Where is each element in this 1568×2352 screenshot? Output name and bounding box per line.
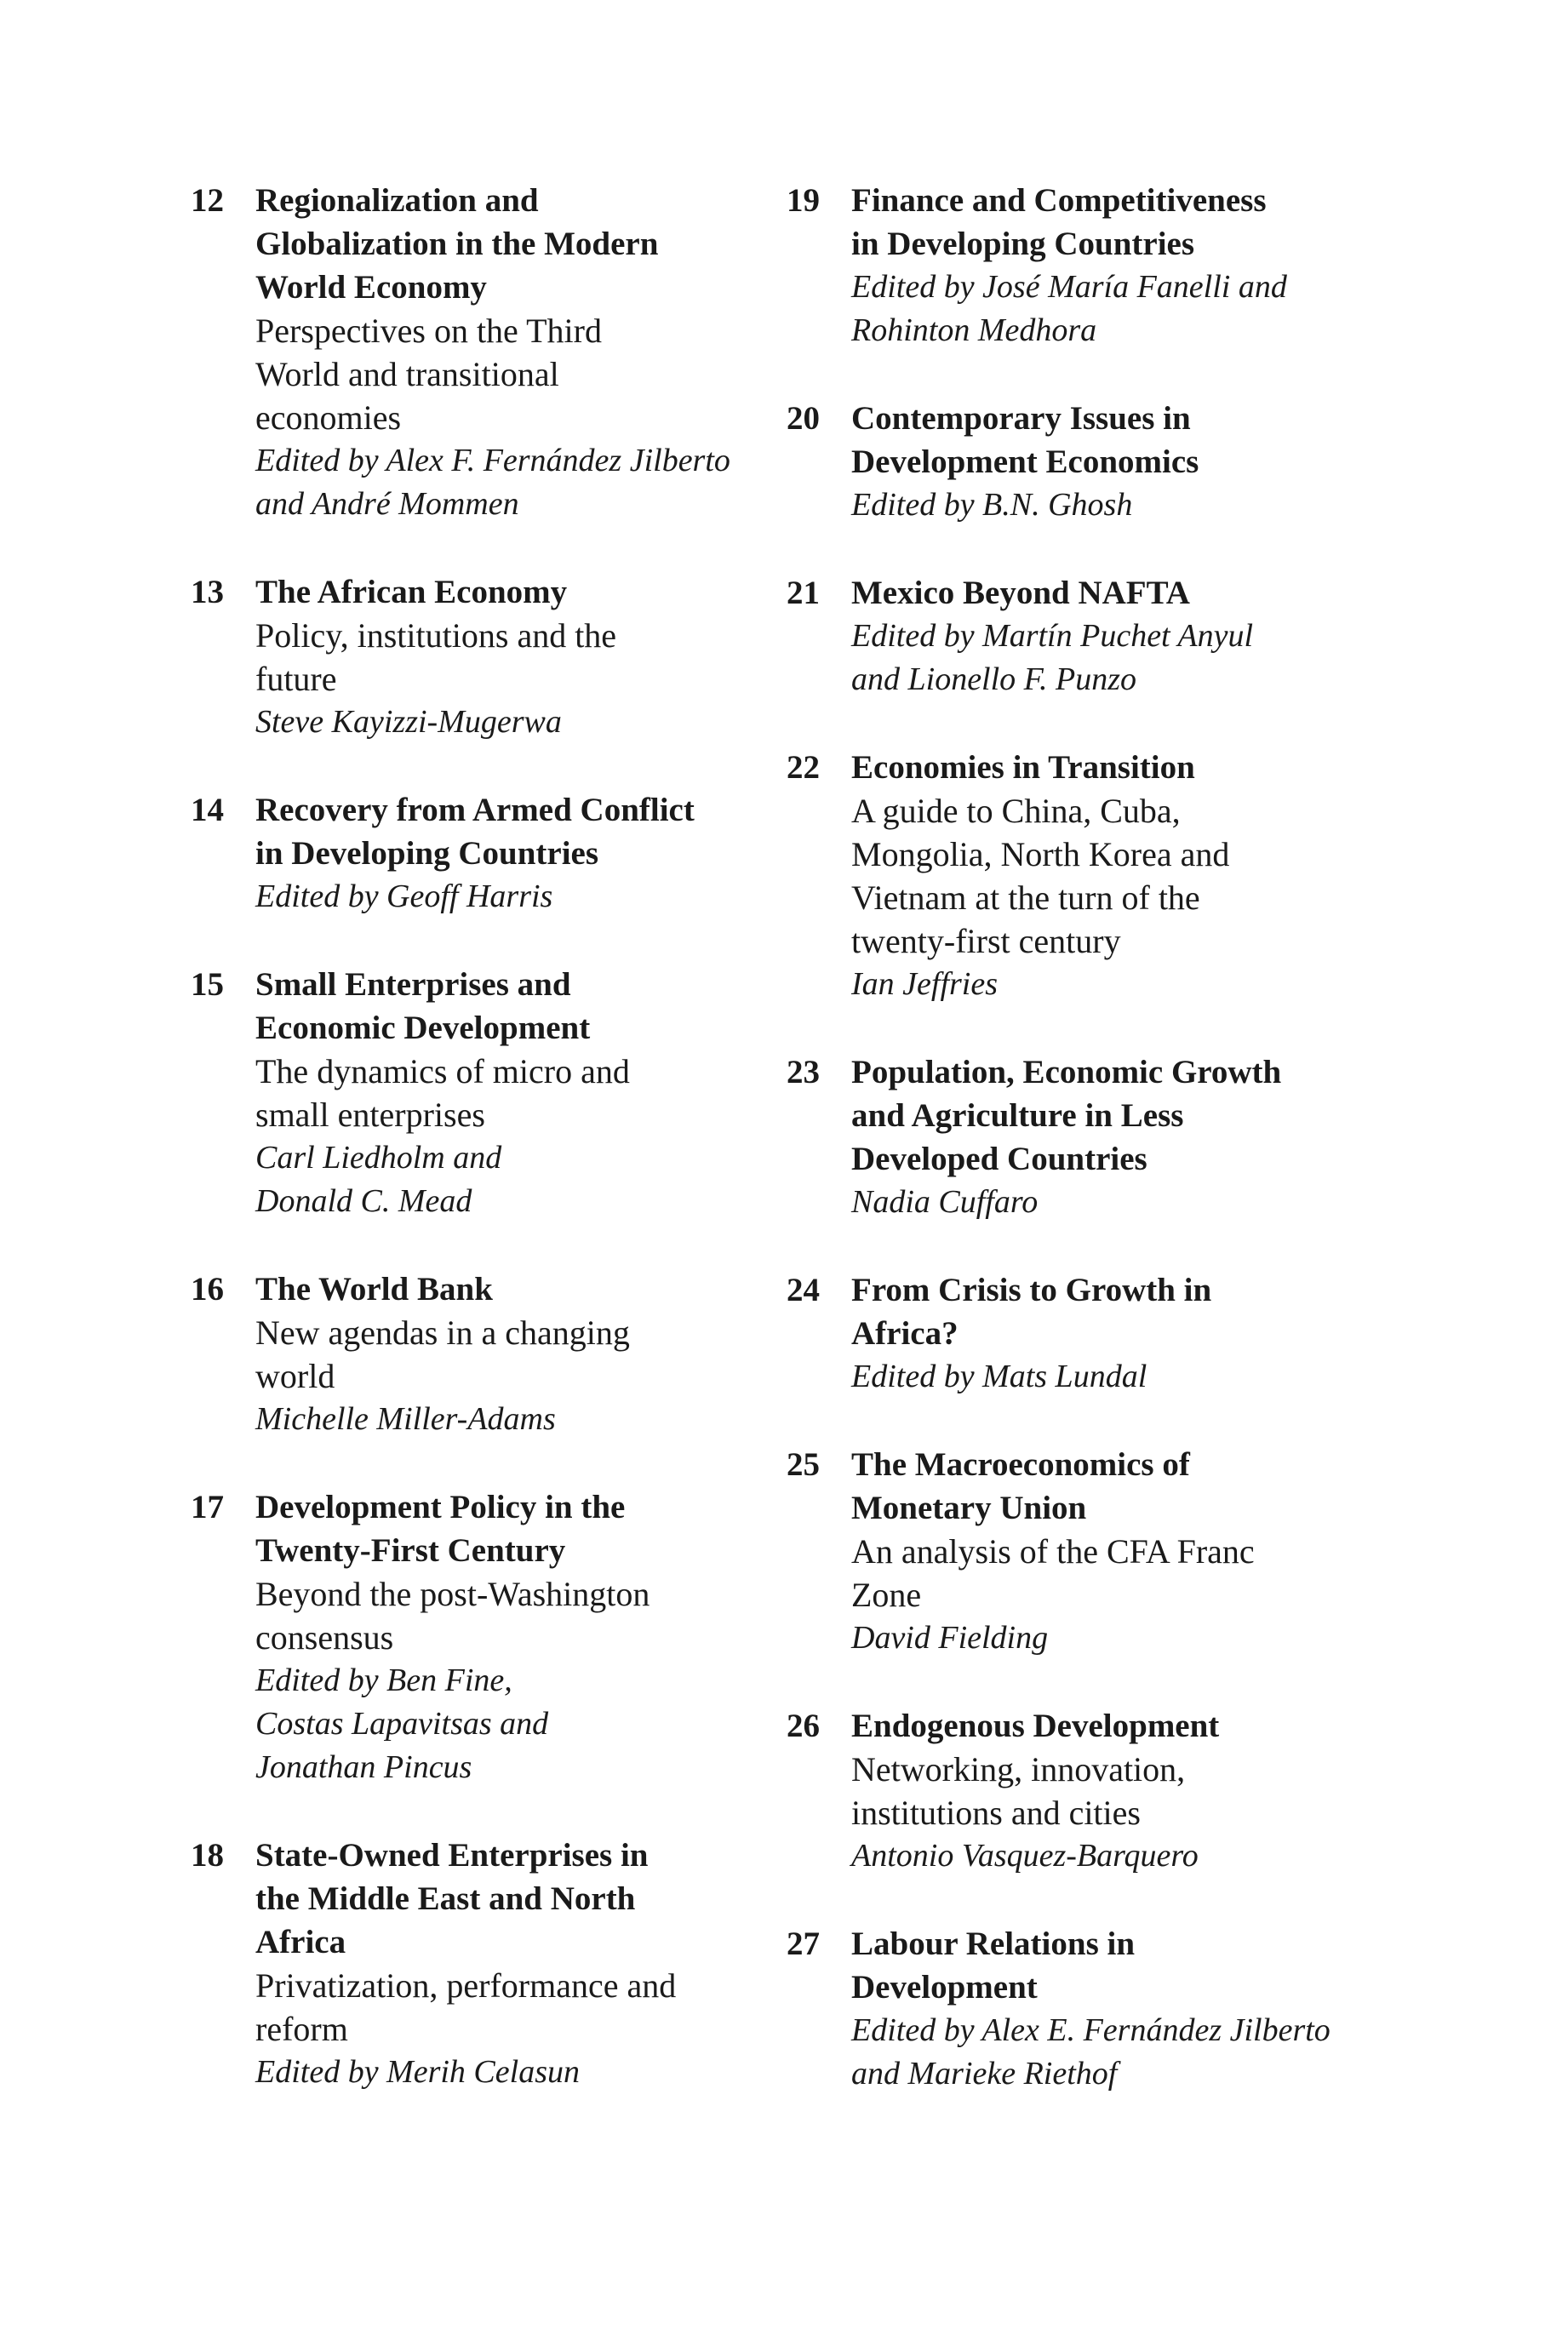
entry-number: 16 [191, 1271, 224, 1308]
series-entry [191, 1834, 770, 2094]
entry-title-line: and Agriculture in Less [851, 1097, 1184, 1134]
entry-title [255, 179, 770, 309]
series-entry [787, 397, 1374, 527]
entry-title [851, 1922, 1374, 2009]
entry-title-line: Development [851, 1969, 1038, 2006]
entry-subtitle [851, 1748, 1374, 1834]
series-entry [191, 788, 770, 918]
entry-authors [255, 875, 770, 918]
entry-author-line: and Lionello F. Punzo [851, 661, 1136, 697]
entry-subtitle-line: A guide to China, Cuba, [851, 792, 1181, 830]
entry-title [851, 397, 1374, 484]
entry-number: 17 [191, 1489, 224, 1525]
entry-number: 20 [787, 400, 820, 437]
entry-author-line: Edited by Alex E. Fernández Jilberto [851, 2012, 1331, 2048]
entry-authors [255, 439, 770, 526]
entry-authors [851, 1355, 1374, 1399]
entry-title-line: The Macroeconomics of [851, 1446, 1190, 1483]
entry-title-line: Developed Countries [851, 1141, 1147, 1177]
entry-title-line: Mexico Beyond NAFTA [851, 575, 1190, 611]
entry-authors [255, 1398, 770, 1441]
entry-title-line: Development Policy in the [255, 1489, 626, 1525]
entry-subtitle-line: future [255, 660, 337, 698]
entry-subtitle-line: Beyond the post-Washington [255, 1575, 650, 1613]
entry-author-line: Michelle Miller-Adams [255, 1401, 556, 1437]
entry-title-line: Africa? [851, 1315, 959, 1352]
entry-author-line: Edited by Mats Lundal [851, 1359, 1147, 1394]
entry-title-line: Economic Development [255, 1010, 591, 1046]
entry-subtitle [255, 614, 770, 701]
entry-subtitle [255, 1311, 770, 1398]
entry-author-line: and André Mommen [255, 486, 519, 522]
entry-author-line: Edited by Martín Puchet Anyul [851, 618, 1254, 654]
entry-authors [851, 2009, 1374, 2096]
entry-subtitle [851, 1530, 1374, 1617]
entry-subtitle-line: The dynamics of micro and [255, 1052, 630, 1090]
entry-title [255, 570, 770, 614]
entry-subtitle-line: Privatization, performance and [255, 1966, 677, 2005]
entry-number: 21 [787, 575, 820, 611]
entry-title-line: The African Economy [255, 574, 568, 610]
entry-title-line: Finance and Competitiveness [851, 182, 1267, 219]
entry-subtitle-line: World and transitional [255, 355, 559, 393]
entry-author-line: Edited by Ben Fine, [255, 1662, 512, 1698]
entry-subtitle-line: consensus [255, 1618, 394, 1657]
series-entry [191, 179, 770, 526]
entry-subtitle-line: twenty-first century [851, 922, 1121, 960]
entry-author-line: and Marieke Riethof [851, 2056, 1118, 2092]
entry-author-line: Carl Liedholm and [255, 1140, 502, 1176]
entry-subtitle-line: Vietnam at the turn of the [851, 878, 1200, 917]
entry-title-line: Population, Economic Growth [851, 1054, 1282, 1090]
entry-title-line: Economies in Transition [851, 749, 1195, 786]
series-entry [787, 1050, 1374, 1224]
entry-author-line: Nadia Cuffaro [851, 1184, 1039, 1220]
entry-subtitle-line: world [255, 1357, 335, 1395]
entry-title-line: Contemporary Issues in [851, 400, 1191, 437]
entry-author-line: Edited by Merih Celasun [255, 2054, 580, 2090]
entry-title-line: From Crisis to Growth in [851, 1272, 1212, 1308]
entry-number: 19 [787, 182, 820, 219]
series-entry [787, 1268, 1374, 1399]
entry-title-line: Regionalization and [255, 182, 539, 219]
entry-title-line: The World Bank [255, 1271, 493, 1308]
entry-authors [851, 1181, 1374, 1224]
series-entry [787, 1704, 1374, 1878]
entry-title-line: Endogenous Development [851, 1708, 1220, 1744]
entry-title [851, 1704, 1374, 1748]
entry-subtitle-line: Networking, innovation, [851, 1750, 1186, 1788]
entry-subtitle-line: economies [255, 398, 402, 437]
entry-number: 24 [787, 1272, 820, 1308]
entry-title [851, 1268, 1374, 1355]
entry-number: 12 [191, 182, 224, 219]
entry-title [255, 963, 770, 1050]
entry-title [255, 1485, 770, 1572]
series-entry [191, 963, 770, 1223]
entry-title-line: World Economy [255, 269, 487, 306]
series-entry [787, 746, 1374, 1006]
entry-title [851, 1443, 1374, 1530]
entry-author-line: Edited by Geoff Harris [255, 878, 553, 914]
entry-subtitle-line: Policy, institutions and the [255, 616, 617, 655]
entry-subtitle [255, 1050, 770, 1136]
entry-number: 13 [191, 574, 224, 610]
entry-title-line: the Middle East and North [255, 1880, 636, 1917]
entry-authors [851, 963, 1374, 1006]
entry-subtitle-line: Perspectives on the Third [255, 312, 602, 350]
entry-author-line: Costas Lapavitsas and [255, 1706, 549, 1742]
entry-authors [851, 484, 1374, 527]
series-entry [787, 1922, 1374, 2096]
entry-title [851, 1050, 1374, 1181]
entry-number: 15 [191, 966, 224, 1003]
entry-subtitle-line: small enterprises [255, 1096, 485, 1134]
entry-authors [851, 266, 1374, 352]
entry-author-line: David Fielding [851, 1620, 1049, 1656]
entry-subtitle [851, 789, 1374, 963]
entry-number: 18 [191, 1837, 224, 1874]
entry-author-line: Rohinton Medhora [851, 312, 1097, 348]
entry-number: 27 [787, 1926, 820, 1962]
entry-title [851, 746, 1374, 789]
entry-title-line: Small Enterprises and [255, 966, 571, 1003]
entry-subtitle-line: Mongolia, North Korea and [851, 835, 1230, 873]
entry-authors [851, 1617, 1374, 1660]
entry-title [255, 1268, 770, 1311]
entry-title [255, 1834, 770, 1964]
entry-title-line: Recovery from Armed Conflict [255, 792, 695, 828]
entry-subtitle [255, 1572, 770, 1659]
entry-subtitle [255, 309, 770, 439]
entry-author-line: Donald C. Mead [255, 1183, 472, 1219]
entry-author-line: Ian Jeffries [851, 966, 999, 1002]
entry-subtitle-line: An analysis of the CFA Franc [851, 1532, 1255, 1571]
series-entry [191, 1485, 770, 1789]
left-column [191, 179, 770, 2138]
entry-title-line: Development Economics [851, 444, 1199, 480]
entry-title-line: in Developing Countries [255, 835, 599, 872]
entry-title-line: in Developing Countries [851, 226, 1195, 262]
entry-title-line: Globalization in the Modern [255, 226, 659, 262]
series-entry [787, 1443, 1374, 1660]
entry-subtitle-line: reform [255, 2010, 348, 2048]
entry-title-line: Monetary Union [851, 1490, 1087, 1526]
entry-subtitle [255, 1964, 770, 2051]
entry-authors [255, 1659, 770, 1789]
series-entry [191, 1268, 770, 1441]
entry-authors [851, 615, 1374, 701]
entry-author-line: Edited by B.N. Ghosh [851, 487, 1133, 523]
entry-title-line: Labour Relations in [851, 1926, 1136, 1962]
entry-number: 23 [787, 1054, 820, 1090]
entry-title [851, 179, 1374, 266]
entry-number: 22 [787, 749, 820, 786]
entry-title [255, 788, 770, 875]
entry-title-line: Twenty-First Century [255, 1532, 566, 1569]
entry-number: 25 [787, 1446, 820, 1483]
right-column [787, 179, 1374, 2140]
entry-author-line: Edited by Alex F. Fernández Jilberto [255, 443, 730, 478]
entry-subtitle-line: New agendas in a changing [255, 1313, 630, 1352]
series-entry [787, 571, 1374, 701]
entry-subtitle-line: Zone [851, 1576, 922, 1614]
entry-authors [851, 1834, 1374, 1878]
series-entry [191, 570, 770, 744]
entry-subtitle-line: institutions and cities [851, 1794, 1141, 1832]
entry-number: 26 [787, 1708, 820, 1744]
entry-author-line: Antonio Vasquez-Barquero [851, 1838, 1199, 1874]
entry-authors [255, 701, 770, 744]
entry-number: 14 [191, 792, 224, 828]
entry-author-line: Edited by José María Fanelli and [851, 269, 1287, 305]
entry-authors [255, 1136, 770, 1223]
entry-author-line: Jonathan Pincus [255, 1749, 472, 1785]
entry-title-line: Africa [255, 1924, 346, 1960]
entry-title-line: State-Owned Enterprises in [255, 1837, 649, 1874]
entry-title [851, 571, 1374, 615]
series-entry [787, 179, 1374, 352]
entry-author-line: Steve Kayizzi-Mugerwa [255, 704, 562, 740]
entry-authors [255, 2051, 770, 2094]
